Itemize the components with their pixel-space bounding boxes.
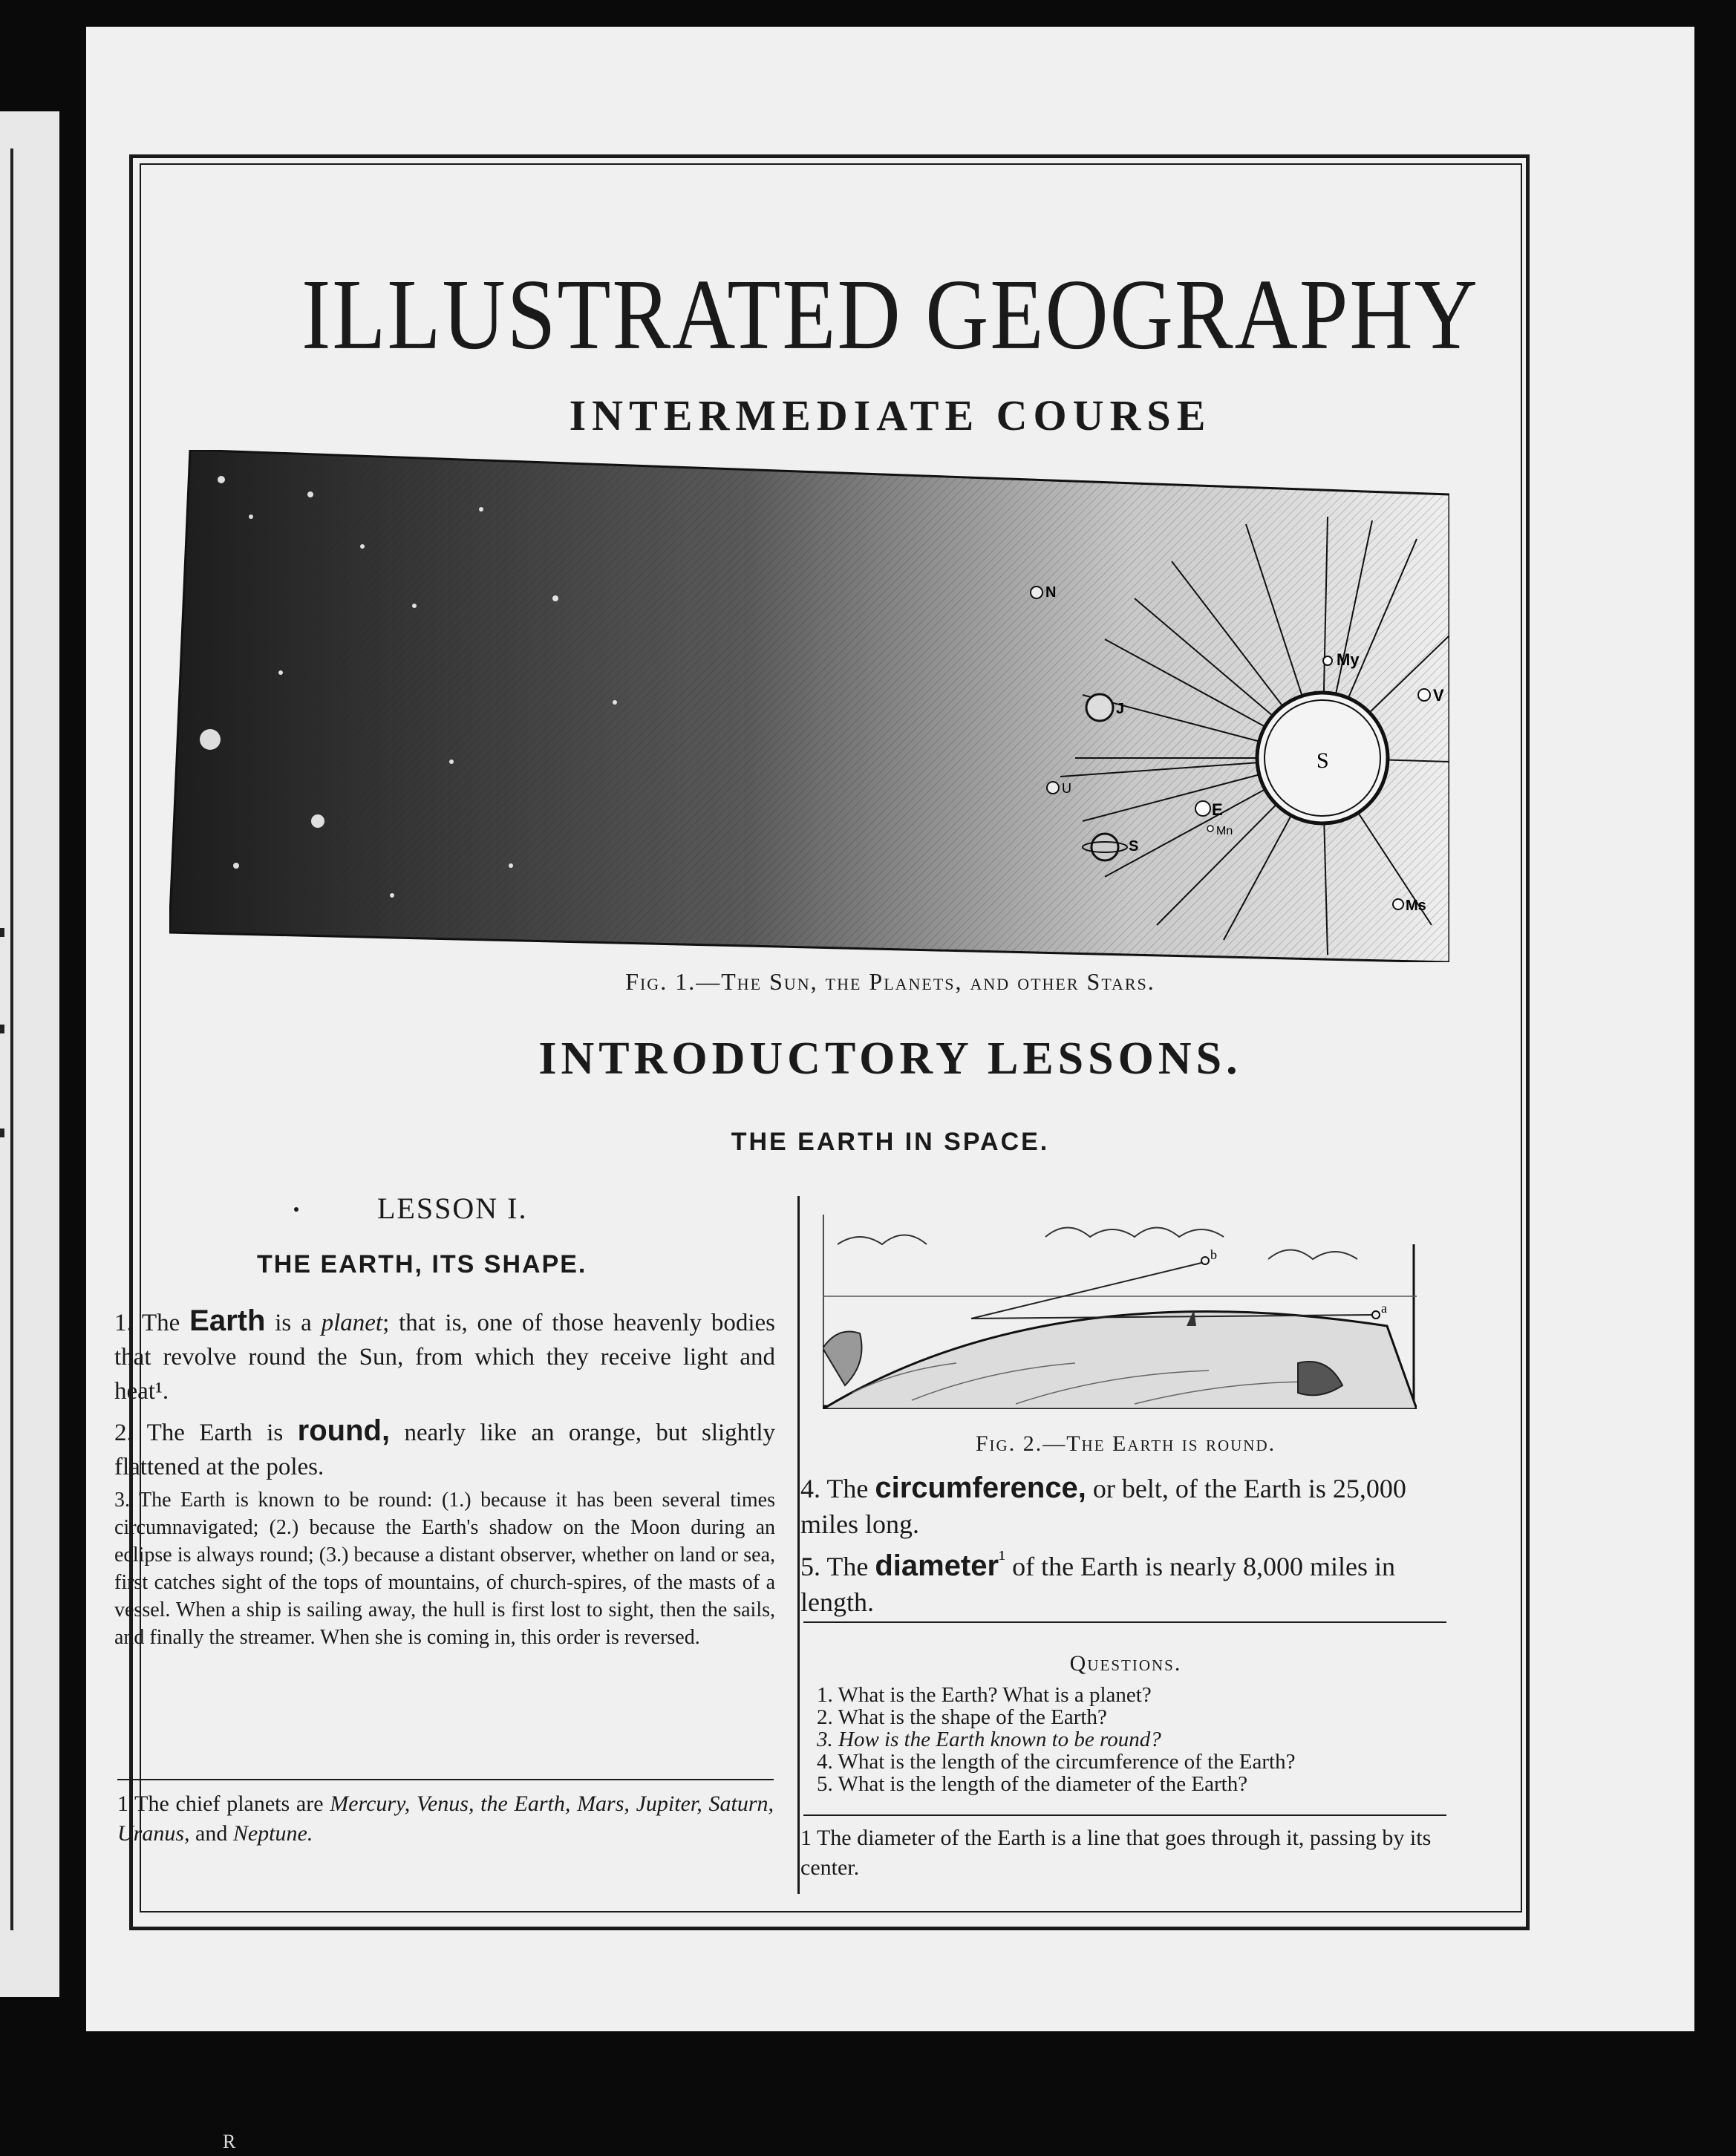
- bottom-edge-marks: R: [223, 2131, 251, 2152]
- figure1-caption: Fig. 1.—The Sun, the Planets, and other Stars.: [625, 968, 1155, 995]
- term-circumference: circumference,: [875, 1471, 1086, 1504]
- page-subtitle: INTERMEDIATE COURSE: [569, 391, 1212, 440]
- paragraph-2-end: nearly like an orange, but slightly flattened at the poles.: [114, 1420, 775, 1480]
- paragraph-1: [114, 1304, 775, 1408]
- page-mark: [0, 1025, 4, 1033]
- solar-system-figure: [169, 450, 1449, 962]
- point-b-label: b: [1210, 1247, 1217, 1262]
- footnote-rule-right: [803, 1814, 1446, 1816]
- earth: [1195, 801, 1210, 816]
- questions-list: [817, 1684, 1455, 1795]
- mars: [1393, 899, 1403, 909]
- term-round: round,: [297, 1414, 391, 1447]
- previous-page-border: [10, 148, 13, 1930]
- question-item: 3. How is the Earth known to be round?: [817, 1728, 1161, 1751]
- question-item: 2. What is the shape of the Earth?: [817, 1705, 1107, 1729]
- page-mark: [0, 1128, 4, 1137]
- section-heading: INTRODUCTORY LESSONS.: [538, 1033, 1242, 1084]
- paragraph-1-mid: is a: [265, 1310, 322, 1336]
- paragraph-3: 3. The Earth is known to be round: (1.) because it has been several times circumnavigated; (2.) because the Earth's shadow on the Moon during an eclipse is always round; (3.) because a distant observer, whether on land or sea, first catches sight of the tops of mountains, of church-spires, of the masts of a vessel. When a ship is sailing away, the hull is first lost to sight, then the sails, and finally the streamer. When she is coming in, this order is reversed.: [114, 1489, 775, 1649]
- footnote-right: 1 The diameter of the Earth is a line that goes through it, passing by its center.: [800, 1826, 1432, 1880]
- footnote-left: [117, 1789, 774, 1849]
- book-page: [86, 27, 1694, 2031]
- lesson-title: LESSON I.: [377, 1192, 528, 1225]
- footnote-marker: ¹: [999, 1546, 1006, 1571]
- paragraph-5-start: 5. The: [800, 1552, 875, 1581]
- planet-list: Mercury, Venus, the Earth, Mars, Jupiter, Saturn, Uranus,: [117, 1791, 774, 1846]
- footnote-rule-left: [117, 1779, 774, 1780]
- neptune: [1031, 587, 1042, 598]
- jupiter: [1086, 694, 1113, 721]
- column-divider: [797, 1196, 800, 1894]
- paragraph-4: [800, 1470, 1452, 1542]
- questions-rule: [803, 1621, 1446, 1623]
- paragraph-5-end: of the Earth is nearly 8,000 miles in length.: [800, 1552, 1395, 1617]
- question-item: 4. What is the length of the circumference of the Earth?: [817, 1750, 1296, 1774]
- mercury-label: My: [1337, 650, 1360, 669]
- lesson-subtitle: THE EARTH, ITS SHAPE.: [257, 1250, 587, 1278]
- moon-label: Mn: [1216, 825, 1233, 837]
- moon: [1207, 826, 1213, 832]
- venus-label: V: [1433, 686, 1444, 705]
- questions-heading: Questions.: [1069, 1651, 1182, 1676]
- uranus-label: U: [1062, 781, 1071, 796]
- figure2-caption: Fig. 2.—The Earth is round.: [975, 1431, 1276, 1456]
- paragraph-4-end: or belt, of the Earth is 25,000 miles long.: [800, 1474, 1406, 1539]
- footnote-left-and: and: [189, 1821, 233, 1846]
- earth-label: E: [1212, 800, 1223, 819]
- ink-dot: [294, 1207, 298, 1212]
- mercury: [1323, 656, 1332, 665]
- jupiter-label: J: [1116, 701, 1125, 717]
- paragraph-4-start: 4. The: [800, 1474, 875, 1503]
- term-planet: planet: [321, 1310, 383, 1336]
- paragraph-2: [114, 1414, 775, 1484]
- point-a-label: a: [1381, 1301, 1387, 1316]
- term-earth: Earth: [189, 1304, 266, 1337]
- section-subheading: THE EARTH IN SPACE.: [731, 1128, 1050, 1156]
- page-title: ILLUSTRATED GEOGRAPHY: [301, 258, 1479, 370]
- question-item: 5. What is the length of the diameter of the Earth?: [817, 1772, 1248, 1796]
- paragraph-1-end: ; that is, one of those heavenly bodies that revolve round the Sun, from which they receive light and heat¹.: [114, 1310, 775, 1405]
- saturn-label: S: [1129, 838, 1139, 855]
- paragraph-1-start: 1. The: [114, 1310, 190, 1336]
- term-diameter: diameter: [875, 1549, 999, 1582]
- saturn: [1091, 834, 1118, 860]
- footnote-left-start: 1 The chief planets are: [117, 1791, 330, 1816]
- earth-round-figure: [823, 1215, 1417, 1409]
- question-item: 1. What is the Earth? What is a planet?: [817, 1683, 1152, 1707]
- mars-label: Ms: [1406, 898, 1426, 914]
- page-mark: [0, 928, 4, 937]
- venus: [1418, 689, 1430, 701]
- neptune-label: N: [1045, 584, 1057, 601]
- uranus: [1047, 782, 1059, 794]
- planet-last: Neptune.: [232, 1821, 313, 1846]
- previous-page-edge: [0, 111, 59, 1997]
- paragraph-2-start: 2. The Earth is: [114, 1420, 298, 1446]
- sun-label: S: [1316, 748, 1329, 773]
- paragraph-5: [800, 1541, 1452, 1620]
